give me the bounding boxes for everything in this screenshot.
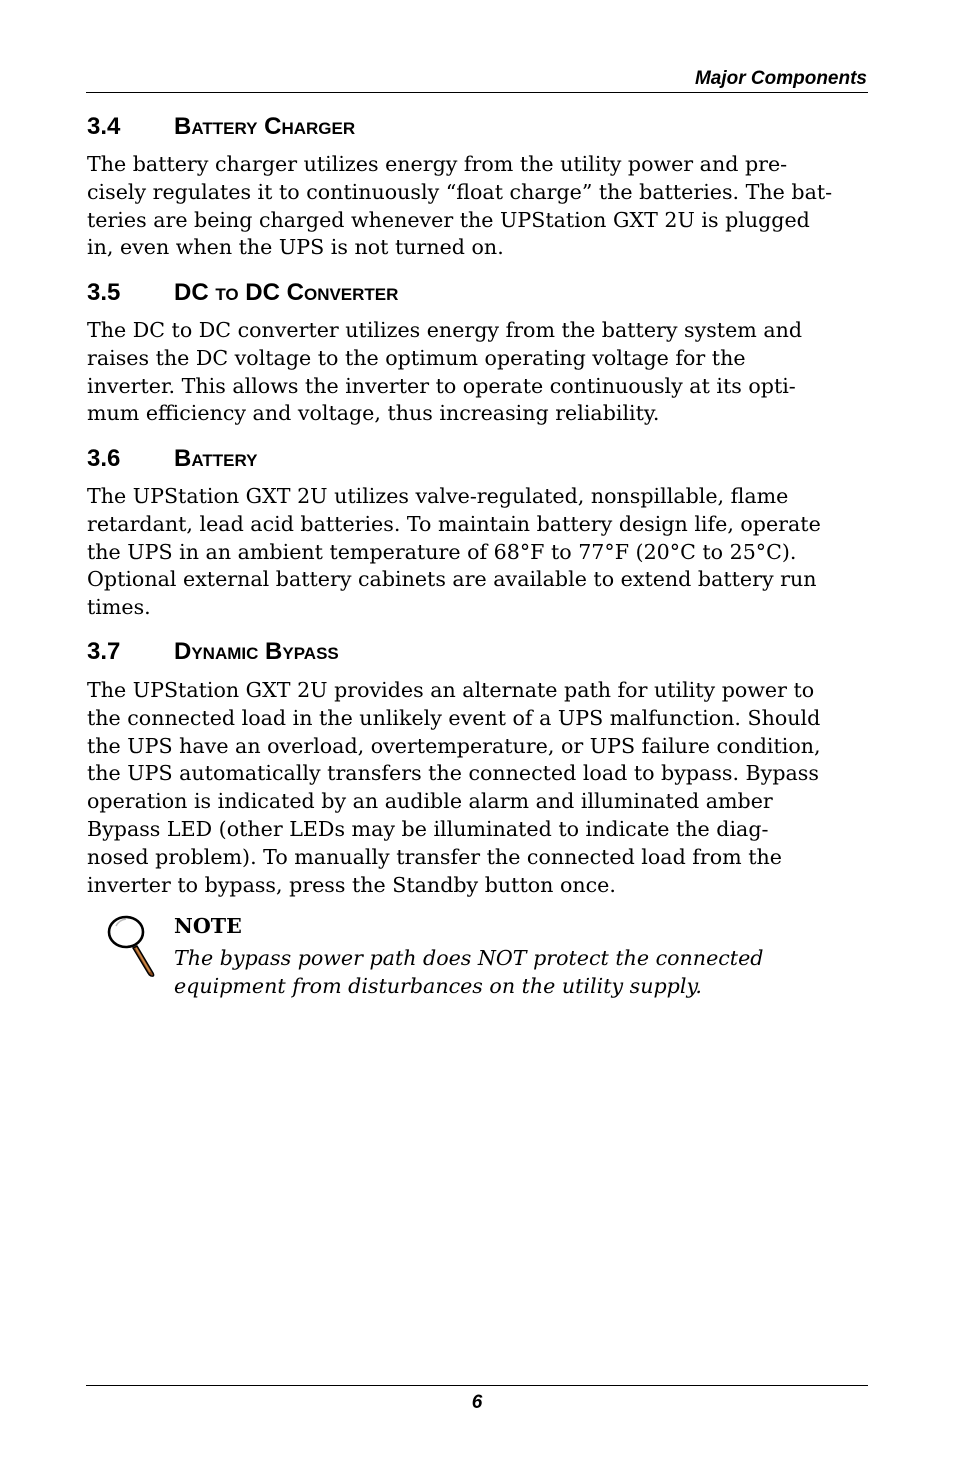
section-number: 3.5	[87, 279, 121, 306]
body-line: raises the DC voltage to the optimum operating voltage for the	[87, 345, 746, 370]
body-line: inverter. This allows the inverter to operate continuously at its opti-	[87, 373, 796, 398]
footer-rule	[86, 1385, 868, 1386]
body-line: The DC to DC converter utilizes energy from the battery system and	[87, 318, 803, 342]
body-line: inverter to bypass, press the Standby button once.	[87, 872, 616, 897]
section-body-3-6	[87, 483, 877, 622]
section-number: 3.6	[87, 445, 121, 472]
section-number: 3.4	[87, 113, 121, 140]
header-rule	[86, 92, 868, 93]
body-line: Bypass LED (other LEDs may be illuminated to indicate the diag-	[87, 816, 769, 841]
section-heading-3-7	[87, 638, 339, 666]
header-title: Major Components	[694, 68, 867, 89]
body-line: teries are being charged whenever the UPStation GXT 2U is plugged	[87, 207, 810, 232]
section-heading-3-5	[87, 279, 398, 307]
section-number: 3.7	[87, 638, 121, 665]
section-title: DC to DC Converter	[174, 279, 399, 306]
note-label: NOTE	[174, 914, 242, 938]
body-line: times.	[87, 595, 151, 620]
section-heading-3-6	[87, 445, 257, 473]
body-line: the UPS in an ambient temperature of 68°F to 77°F (20°C to 25°C).	[87, 539, 797, 564]
body-line: the connected load in the unlikely event of a UPS malfunction. Should	[87, 705, 821, 730]
note-text	[174, 945, 874, 1001]
body-line: nosed problem). To manually transfer the connected load from the	[87, 844, 782, 869]
section-body-3-4	[87, 151, 877, 262]
magnifying-glass-icon	[104, 912, 160, 978]
body-line: in, even when the UPS is not turned on.	[87, 235, 504, 260]
body-line: the UPS automatically transfers the connected load to bypass. Bypass	[87, 761, 819, 786]
body-line: The UPStation GXT 2U utilizes valve-regulated, nonspillable, flame	[87, 484, 789, 508]
section-body-3-5	[87, 317, 877, 428]
body-line: retardant, lead acid batteries. To maintain battery design life, operate	[87, 511, 821, 536]
body-line: Optional external battery cabinets are available to extend battery run	[87, 567, 817, 592]
section-title: Dynamic Bypass	[174, 638, 339, 665]
page-number: 6	[471, 1392, 483, 1413]
section-heading-3-4	[87, 113, 355, 141]
note-line: equipment from disturbances on the utility supply.	[174, 973, 702, 998]
section-body-3-7	[87, 677, 877, 899]
body-line: the UPS have an overload, overtemperature, or UPS failure condition,	[87, 733, 821, 758]
body-line: mum efficiency and voltage, thus increasing reliability.	[87, 401, 660, 426]
section-title: Battery Charger	[174, 113, 356, 140]
body-line: The battery charger utilizes energy from the utility power and pre-	[87, 152, 788, 176]
note-line: The bypass power path does NOT protect the connected	[174, 946, 764, 970]
body-line: The UPStation GXT 2U provides an alternate path for utility power to	[87, 678, 815, 702]
section-title: Battery	[174, 445, 258, 472]
body-line: cisely regulates it to continuously “float charge” the batteries. The bat-	[87, 179, 833, 204]
body-line: operation is indicated by an audible alarm and illuminated amber	[87, 789, 773, 814]
